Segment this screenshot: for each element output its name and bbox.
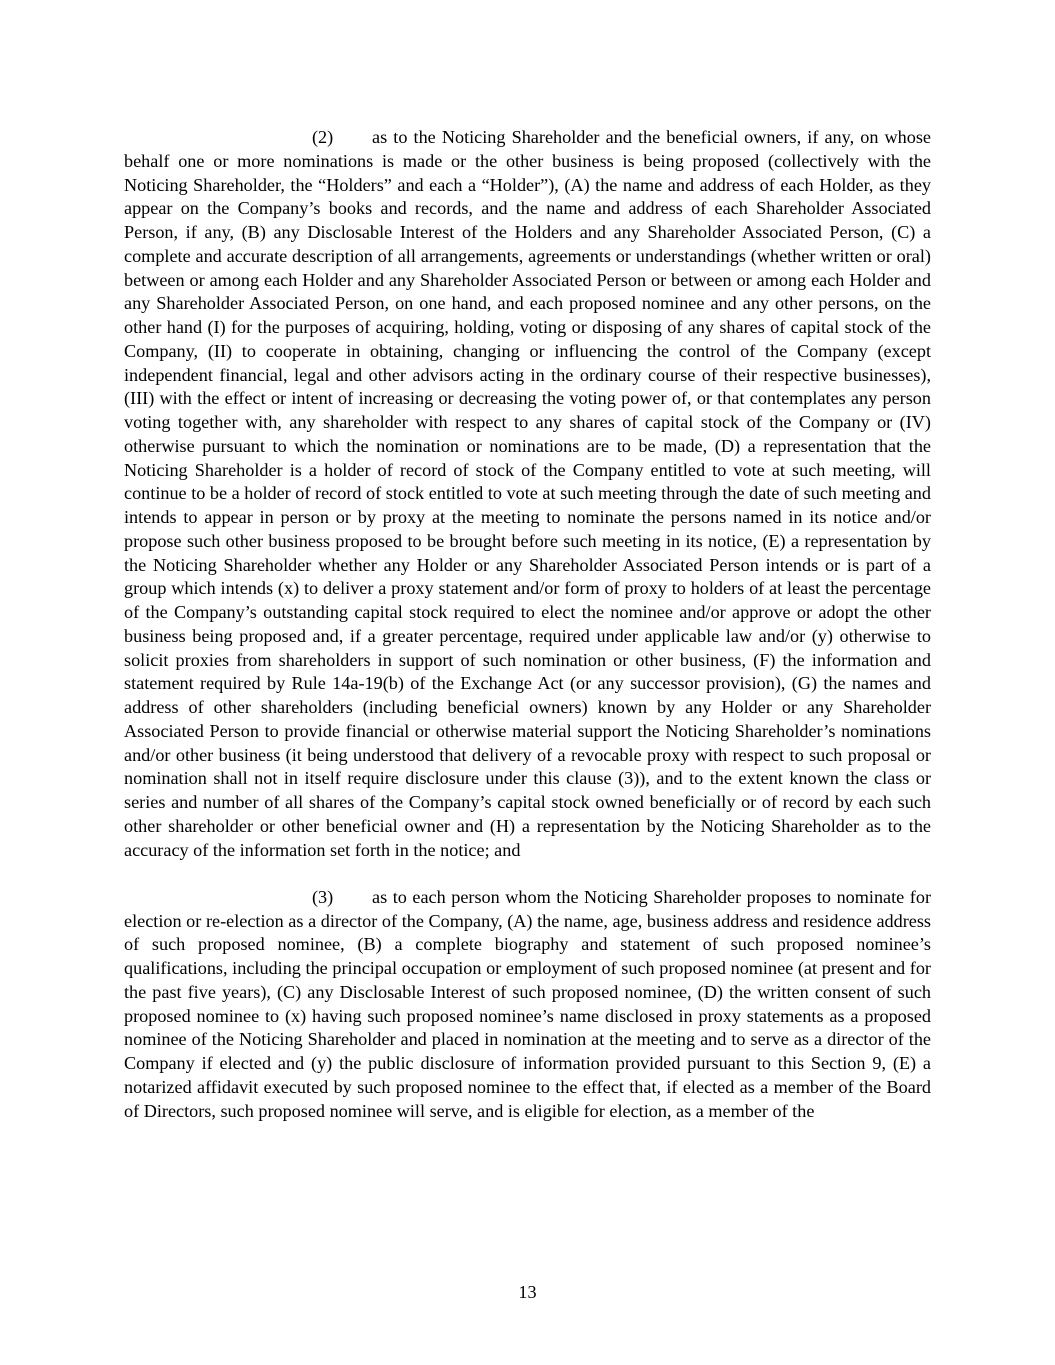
page-number: 13	[518, 1282, 537, 1302]
paragraph-number: (3)	[312, 886, 334, 907]
document-body	[124, 126, 931, 1123]
paragraph-3	[124, 886, 931, 1124]
paragraph-2	[124, 126, 931, 862]
paragraph-text: as to the Noticing Shareholder and the beneficial owners, if any, on whose behalf one or more nominations is made or the other business is being proposed (collectively with the Noticing Shareholder, the “Holders” and each a “Holder”), (A) the name and address of each Holder, as they appear on the Company’s books and records, and the name and address of each Shareholder Associated Person, if any, (B) any Disclosable Interest of the Holders and any Shareholder Associated Person, (C) a complete and accurate description of all arrangements, agreements or understandings (whether written or oral) between or among each Holder and any Shareholder Associated Person or between or among each Holder and any Shareholder Associated Person, on one hand, and each proposed nominee and any other persons, on the other hand (I) for the purposes of acquiring, holding, voting or disposing of any shares of capital stock of the Company, (II) to cooperate in obtaining, changing or influencing the control of the Company (except independent financial, legal and other advisors acting in the ordinary course of their respective businesses), (III) with the effect or intent of increasing or decreasing the voting power of, or that contemplates any person voting together with, any shareholder with respect to any shares of capital stock of the Company or (IV) otherwise pursuant to which the nomination or nominations are to be made, (D) a representation that the Noticing Shareholder is a holder of record of stock of the Company entitled to vote at such meeting, will continue to be a holder of record of stock entitled to vote at such meeting through the date of such meeting and intends to appear in person or by proxy at the meeting to nominate the persons named in its notice and/or propose such other business proposed to be brought before such meeting in its notice, (E) a representation by the Noticing Shareholder whether any Holder or any Shareholder Associated Person intends or is part of a group which intends (x) to deliver a proxy statement and/or form of proxy to holders of at least the percentage of the Company’s outstanding capital stock required to elect the nominee and/or approve or adopt the other business being proposed and, if a greater percentage, required under applicable law and/or (y) otherwise to solicit proxies from shareholders in support of such nomination or other business, (F) the information and statement required by Rule 14a-19(b) of the Exchange Act (or any successor provision), (G) the names and address of other shareholders (including beneficial owners) known by any Holder or any Shareholder Associated Person to provide financial or otherwise material support the Noticing Shareholder’s nominations and/or other business (it being understood that delivery of a revocable proxy with respect to such proposal or nomination shall not in itself require disclosure under this clause (3)), and to the extent known the class or series and number of all shares of the Company’s capital stock owned beneficially or of record by each such other shareholder or other beneficial owner and (H) a representation by the Noticing Shareholder as to the accuracy of the information set forth in the notice; and	[124, 127, 931, 860]
paragraph-text: as to each person whom the Noticing Shareholder proposes to nominate for election or re-election as a director of the Company, (A) the name, age, business address and residence address of such proposed nominee, (B) a complete biography and statement of such proposed nominee’s qualifications, including the principal occupation or employment of such proposed nominee (at present and for the past five years), (C) any Disclosable Interest of such proposed nominee, (D) the written consent of such proposed nominee to (x) having such proposed nominee’s name disclosed in proxy statements as a proposed nominee of the Noticing Shareholder and placed in nomination at the meeting and to serve as a director of the Company if elected and (y) the public disclosure of information provided pursuant to this Section 9, (E) a notarized affidavit executed by such proposed nominee to the effect that, if elected as a member of the Board of Directors, such proposed nominee will serve, and is eligible for election, as a member of the	[124, 886, 931, 1121]
paragraph-number: (2)	[312, 127, 334, 147]
